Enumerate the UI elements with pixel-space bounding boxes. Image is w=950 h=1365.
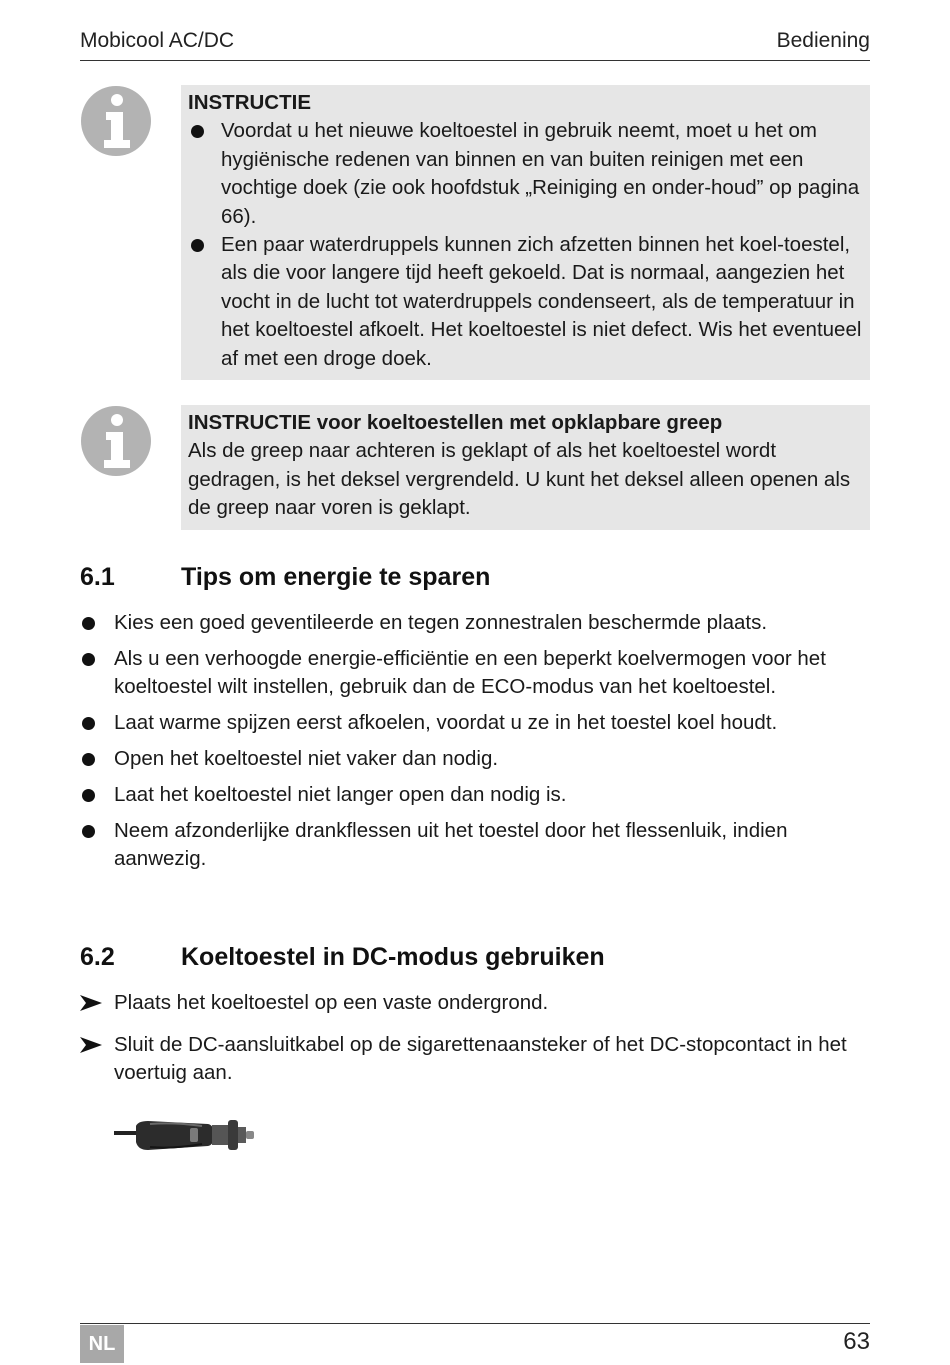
section-number: 6.2 bbox=[80, 943, 115, 971]
arrow-right-icon bbox=[80, 1037, 102, 1053]
dc-steps-list bbox=[80, 989, 870, 1101]
info-icon bbox=[80, 85, 152, 157]
bullet-icon bbox=[82, 617, 95, 630]
page-number: 63 bbox=[843, 1328, 870, 1355]
footer-rule bbox=[80, 1323, 870, 1324]
note-text: Als de greep naar achteren is geklapt of als het koeltoestel wordt gedragen, is het deksel vergrendeld. U kunt het deksel alleen openen als de greep naar voren is geklapt. bbox=[188, 439, 851, 520]
bullet-icon bbox=[82, 789, 95, 802]
bullet-icon bbox=[191, 239, 204, 252]
page-header bbox=[80, 28, 870, 61]
note-box bbox=[181, 405, 870, 530]
section-title: Tips om energie te sparen bbox=[181, 563, 491, 591]
language-badge: NL bbox=[80, 1325, 124, 1363]
tip-text: Neem afzonderlijke drankflessen uit het toestel door het flessenluik, indien aanwezig. bbox=[114, 818, 788, 871]
manual-title: Mobicool AC/DC bbox=[80, 29, 235, 52]
tip-text: Open het koeltoestel niet vaker dan nodig. bbox=[114, 747, 499, 771]
info-icon bbox=[80, 405, 152, 477]
list-item bbox=[80, 709, 870, 737]
section-number: 6.1 bbox=[80, 563, 115, 591]
bullet-icon bbox=[82, 825, 95, 838]
chapter-title: Bediening bbox=[776, 29, 870, 52]
list-item bbox=[80, 781, 870, 809]
step-text: Plaats het koeltoestel op een vaste ondergrond. bbox=[114, 991, 549, 1014]
bullet-icon bbox=[82, 753, 95, 766]
note-item-text: Een paar waterdruppels kunnen zich afzetten binnen het koel-toestel, als die voor langere tijd heeft gekoeld. Dat is normaal, aangezien het vocht in de lucht tot waterdruppels condenseert, als de temperatuur in het koeltoestel afkoelt. Het koeltoestel is niet defect. Wis het eventueel af met een droge doek. bbox=[221, 233, 862, 370]
step-text: Sluit de DC-aansluitkabel op de sigarettenaansteker of het DC-stopcontact in het voertuig aan. bbox=[114, 1032, 847, 1085]
note-title: INSTRUCTIE bbox=[188, 91, 311, 114]
tip-text: Kies een goed geventileerde en tegen zonnestralen beschermde plaats. bbox=[114, 611, 768, 634]
note-title: INSTRUCTIE voor koeltoestellen met opklapbare greep bbox=[188, 411, 723, 434]
list-item bbox=[80, 1031, 870, 1088]
tip-text: Laat het koeltoestel niet langer open dan nodig is. bbox=[114, 783, 567, 807]
tip-text: Laat warme spijzen eerst afkoelen, voordat u ze in het toestel koel houdt. bbox=[114, 711, 778, 735]
section-title: Koeltoestel in DC-modus gebruiken bbox=[181, 943, 605, 971]
list-item bbox=[188, 117, 862, 231]
note-box bbox=[181, 85, 870, 380]
bullet-icon bbox=[82, 717, 95, 730]
list-item bbox=[80, 609, 870, 637]
bullet-icon bbox=[191, 125, 204, 138]
dc-plug-icon bbox=[114, 1112, 256, 1158]
list-item bbox=[188, 231, 862, 373]
list-item bbox=[80, 645, 870, 702]
arrow-right-icon bbox=[80, 995, 102, 1011]
note-item-text: Voordat u het nieuwe koeltoestel in gebruik neemt, moet u het om hygiënische redenen van binnen en van buiten reinigen met een vochtige doek (zie ook hoofdstuk „Reiniging en onder-houd” op pagina 66). bbox=[221, 119, 860, 228]
note-list bbox=[188, 117, 862, 373]
bullet-icon bbox=[82, 653, 95, 666]
list-item bbox=[80, 745, 870, 773]
energy-tips-list bbox=[80, 609, 870, 881]
tip-text: Als u een verhoogde energie-efficiëntie en een beperkt koelvermogen voor het koeltoestel wilt instellen, gebruik dan de ECO-modus van het koeltoestel. bbox=[114, 646, 826, 699]
list-item bbox=[80, 989, 870, 1017]
list-item bbox=[80, 817, 870, 874]
